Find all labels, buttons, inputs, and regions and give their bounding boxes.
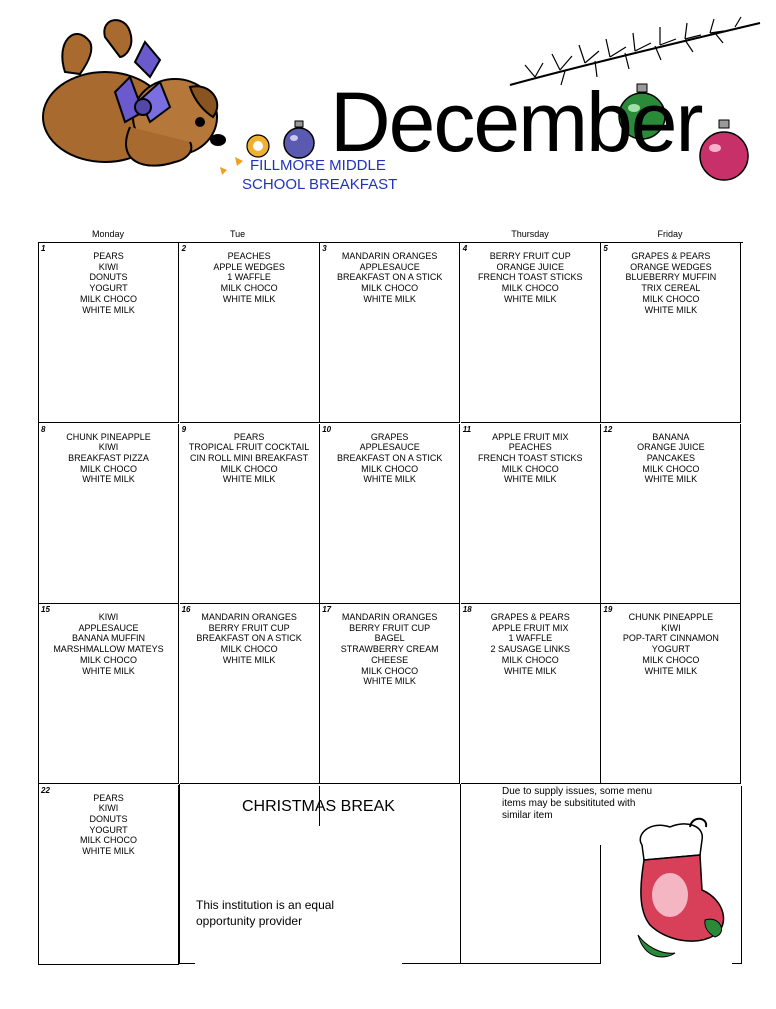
menu-item: MILK CHOCO [220,644,278,655]
menu-item: 1 WAFFLE [508,633,553,644]
menu-item: APPLESAUCE [359,442,420,453]
menu-item: GRAPES & PEARS [490,612,570,622]
menu-item: 2 SAUSAGE LINKS [490,644,571,655]
menu-item: PANCAKES [646,452,696,463]
menu-item: PEARS [93,792,124,803]
menu-item: APPLESAUCE [359,261,420,272]
menu-item: APPLE FRUIT MIX [492,622,569,633]
menu-item: WHITE MILK [222,654,276,665]
calendar-day-cell [320,604,460,784]
menu-list [461,432,600,486]
divider-line [179,784,180,964]
menu-item: WHITE MILK [504,665,557,676]
menu-item: MILK CHOCO [642,463,700,474]
day-number: 15 [41,605,50,614]
month-title: December [330,75,702,169]
menu-item: CHUNK PINEAPPLE [66,431,151,442]
school-name [242,156,397,194]
day-number: 22 [41,785,50,795]
menu-list [180,432,319,486]
menu-list [320,251,459,305]
menu-item: MANDARIN ORANGES [201,612,297,622]
equal-opportunity-line2: opportunity provider [196,914,303,928]
christmas-stocking-icon [630,815,735,965]
day-number: 3 [322,244,327,253]
menu-item: CHEESE [371,654,409,665]
menu-item: APPLE WEDGES [213,261,285,272]
menu-item: WHITE MILK [504,474,557,485]
menu-item: GRAPES & PEARS [631,251,711,261]
calendar-day-cell [461,604,601,784]
calendar-day-cell [39,604,179,784]
divider-line [600,845,601,963]
day-number: 17 [322,605,332,614]
menu-item: PEARS [233,431,265,442]
menu-item: WHITE MILK [82,665,135,676]
menu-item: BERRY FRUIT CUP [349,622,431,633]
menu-item: YOGURT [89,283,128,294]
calendar-day-cell [39,785,179,965]
menu-item: MILK CHOCO [501,654,559,665]
menu-item: MILK CHOCO [501,463,559,474]
divider-line [461,963,601,964]
menu-item: APPLESAUCE [78,622,139,633]
day-number: 10 [322,424,332,434]
menu-item: TROPICAL FRUIT COCKTAIL [188,442,310,453]
calendar-day-cell [461,424,601,604]
menu-item: KIWI [98,803,119,814]
menu-item: PEARS [93,251,124,261]
menu-item: WHITE MILK [222,474,276,485]
pink-ornament-icon [697,118,752,183]
day-number: 18 [462,605,472,614]
menu-item: WHITE MILK [82,846,135,857]
menu-item: APPLE FRUIT MIX [492,431,569,442]
menu-item: BERRY FRUIT CUP [208,622,290,633]
menu-item: BLUEBERRY MUFFIN [625,272,717,283]
menu-item: POP-TART CINNAMON [622,633,719,644]
menu-item: MILK CHOCO [220,283,278,294]
calendar-day-cell [39,243,179,423]
menu-item: BERRY FRUIT CUP [489,251,571,261]
menu-item: MILK CHOCO [361,283,419,294]
menu-item: ORANGE WEDGES [630,261,712,272]
menu-item: WHITE MILK [504,293,557,304]
menu-item: BREAKFAST ON A STICK [196,633,302,644]
equal-opportunity-note [196,897,396,929]
divider-line [741,786,742,964]
menu-item: MILK CHOCO [79,463,137,474]
day-number: 2 [181,244,187,253]
menu-item: MILK CHOCO [79,293,137,304]
menu-list [601,612,740,676]
menu-item: YOGURT [651,644,691,655]
menu-item: WHITE MILK [222,293,276,304]
menu-item: MILK CHOCO [361,665,419,676]
calendar-day-cell [180,604,320,784]
menu-item: WHITE MILK [644,665,698,676]
calendar-day-cell [320,424,460,604]
menu-item: MILK CHOCO [642,293,700,304]
menu-item: MILK CHOCO [501,283,559,294]
menu-item: WHITE MILK [644,304,698,315]
menu-item: MILK CHOCO [361,463,419,474]
menu-item: WHITE MILK [644,474,698,485]
menu-item: FRENCH TOAST STICKS [478,452,583,463]
supply-note-line3: similar item [502,810,553,821]
weekday-tuesday: Tue [230,229,246,239]
menu-item: DONUTS [89,813,128,824]
menu-item: MARSHMALLOW MATEYS [53,644,164,655]
menu-item: WHITE MILK [82,474,135,485]
day-number: 16 [181,605,191,614]
menu-item: CIN ROLL MINI BREAKFAST [189,452,309,463]
day-number: 8 [41,424,46,434]
menu-item: MILK CHOCO [79,835,137,846]
day-number: 12 [603,424,613,434]
weekday-friday: Friday [657,229,683,239]
day-number: 9 [181,424,187,434]
menu-item: BREAKFAST PIZZA [68,452,149,463]
menu-list [39,251,178,315]
menu-item: 1 WAFFLE [227,272,271,283]
day-number: 5 [603,244,608,253]
calendar-day-cell [601,424,741,604]
day-number: 4 [462,244,468,253]
menu-item: BREAKFAST ON A STICK [337,272,443,283]
menu-item: GRAPES [370,431,409,442]
menu-item: FRENCH TOAST STICKS [478,272,583,283]
menu-item: WHITE MILK [363,293,416,304]
menu-list [320,612,459,687]
menu-item: MILK CHOCO [220,463,278,474]
day-number: 11 [462,424,472,434]
menu-item: PEACHES [227,251,271,261]
menu-item: BANANA [652,431,690,442]
supply-note-line1: Due to supply issues, some menu [502,786,653,797]
puppy-with-bow-icon [35,12,250,182]
menu-list [180,251,319,305]
menu-item: CHUNK PINEAPPLE [628,612,714,622]
menu-list [601,251,740,315]
menu-item: TRIX CEREAL [641,283,701,294]
menu-item: YOGURT [89,824,128,835]
menu-list [601,432,740,486]
day-number: 1 [41,244,46,253]
menu-item: MILK CHOCO [79,654,137,665]
weekday-thursday: Thursday [511,229,549,239]
menu-list [461,251,600,305]
menu-item: PEACHES [508,442,552,453]
menu-item: ORANGE JUICE [637,442,705,453]
supply-note-line2: items may be subsitituted with [502,798,636,809]
menu-list [180,612,319,666]
menu-item: KIWI [98,442,119,453]
menu-item: STRAWBERRY CREAM [340,644,439,655]
calendar-day-cell [39,424,179,604]
calendar-day-cell [180,243,320,423]
christmas-break-label: CHRISTMAS BREAK [242,798,395,815]
school-name-line1: FILLMORE MIDDLE [250,157,386,174]
menu-item: MILK CHOCO [642,654,700,665]
menu-list [320,432,459,486]
menu-item: MANDARIN ORANGES [341,612,438,622]
menu-list [39,793,178,857]
menu-item: BREAKFAST ON A STICK [337,452,443,463]
menu-item: BANANA MUFFIN [71,633,145,644]
menu-item: WHITE MILK [363,676,416,687]
menu-item: BAGEL [374,633,405,644]
menu-item: ORANGE JUICE [496,261,565,272]
menu-item: MANDARIN ORANGES [341,251,438,261]
calendar-day-cell [180,424,320,604]
menu-item: WHITE MILK [82,304,135,315]
divider-line [179,963,195,964]
menu-item: KIWI [661,622,681,633]
divider-line [402,963,460,964]
day-number: 19 [603,605,613,614]
menu-item: WHITE MILK [363,474,416,485]
menu-list [39,612,178,676]
calendar-day-cell [601,604,741,784]
menu-list [39,432,178,486]
weekday-monday: Monday [91,229,125,239]
menu-item: DONUTS [89,272,128,283]
menu-list [461,612,600,676]
calendar-day-cell [320,243,460,423]
menu-item: KIWI [98,261,119,272]
blue-ornament-icon [280,120,322,160]
school-name-line2: SCHOOL BREAKFAST [242,176,398,193]
menu-item: KIWI [98,612,119,622]
equal-opportunity-line1: This institution is an equal [196,898,335,912]
calendar-day-cell [461,243,601,423]
calendar-day-cell [601,243,741,423]
